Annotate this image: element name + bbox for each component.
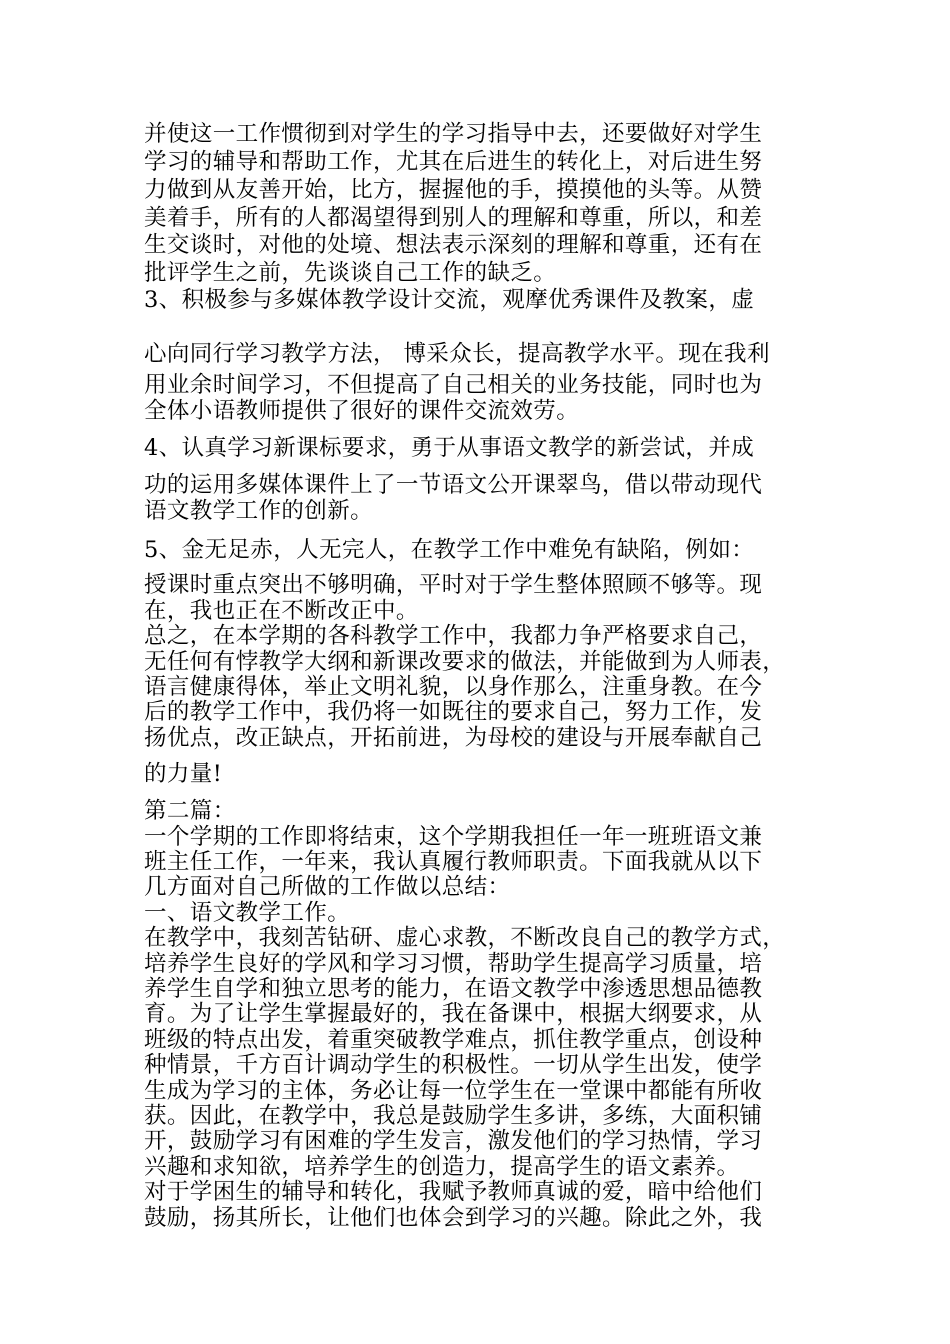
text-line: 3、积极参与多媒体教学设计交流，观摩优秀课件及教案，虚: [144, 287, 755, 313]
text-line: 生成为学习的主体，务必让每一位学生在一堂课中都能有所收: [144, 1078, 763, 1104]
text-line: 育。为了让学生掌握最好的，我在备课中，根据大纲要求，从: [144, 1001, 763, 1027]
text-line: 几方面对自己所做的工作做以总结：: [144, 874, 511, 900]
text-line: 学习的辅导和帮助工作，尤其在后进生的转化上，对后进生努: [144, 149, 763, 175]
text-line: 授课时重点突出不够明确，平时对于学生整体照顾不够等。现: [144, 572, 763, 598]
text-line: 总之，在本学期的各科教学工作中，我都力争严格要求自己，: [144, 623, 763, 649]
text-line: 在，我也正在不断改正中。: [144, 598, 419, 624]
text-line: 并使这一工作惯彻到对学生的学习指导中去，还要做好对学生: [144, 121, 763, 147]
text-line: 培养学生良好的学风和学习习惯，帮助学生提高学习质量，培: [144, 951, 763, 977]
text-line: 种情景，千方百计调动学生的积极性。一切从学生出发，使学: [144, 1052, 763, 1078]
text-line: 兴趣和求知欲，培养学生的创造力，提高学生的语文素养。: [144, 1154, 740, 1180]
text-line: 的力量!: [144, 761, 223, 787]
text-line: 心向同行学习教学方法， 博采众长，提高教学水平。现在我利: [144, 341, 770, 367]
text-line: 力做到从友善开始，比方，握握他的手，摸摸他的头等。从赞: [144, 177, 763, 203]
text-line: 班主任工作，一年来，我认真履行教师职责。下面我就从以下: [144, 849, 763, 875]
text-line: 功的运用多媒体课件上了一节语文公开课翠鸟，借以带动现代: [144, 472, 763, 498]
text-line: 班级的特点出发，着重突破教学难点，抓住教学重点，创设种: [144, 1027, 763, 1053]
text-line: 全体小语教师提供了很好的课件交流效劳。: [144, 398, 580, 424]
section-heading: 一、语文教学工作。: [144, 900, 351, 926]
text-line: 一个学期的工作即将结束，这个学期我担任一年一班班语文兼: [144, 824, 763, 850]
text-line: 语文教学工作的创新。: [144, 498, 374, 524]
text-line: 5、金无足赤，人无完人，在教学工作中难免有缺陷，例如：: [144, 537, 755, 563]
text-line: 养学生自学和独立思考的能力，在语文教学中渗透思想品德教: [144, 976, 763, 1002]
text-line: 后的教学工作中，我仍将一如既往的要求自己，努力工作，发: [144, 699, 763, 725]
text-line: 4、认真学习新课标要求，勇于从事语文教学的新尝试，并成: [144, 435, 755, 461]
text-line: 批评学生之前，先谈谈自己工作的缺乏。: [144, 260, 557, 286]
text-line: 无任何有悖教学大纲和新课改要求的做法，并能做到为人师表，: [144, 649, 786, 675]
section-heading: 第二篇：: [144, 798, 236, 824]
text-line: 用业余时间学习，不但提高了自己相关的业务技能，同时也为: [144, 372, 763, 398]
text-line: 美着手，所有的人都渴望得到别人的理解和尊重，所以，和差: [144, 205, 763, 231]
text-line: 开，鼓励学习有困难的学生发言，激发他们的学习热情，学习: [144, 1128, 763, 1154]
text-line: 鼓励，扬其所长，让他们也体会到学习的兴趣。除此之外，我: [144, 1205, 763, 1231]
text-line: 语言健康得体，举止文明礼貌，以身作那么，注重身教。在今: [144, 674, 763, 700]
text-line: 扬优点，改正缺点，开拓前进，为母校的建设与开展奉献自己: [144, 725, 763, 751]
text-line: 对于学困生的辅导和转化，我赋予教师真诚的爱，暗中给他们: [144, 1179, 763, 1205]
text-line: 获。因此，在教学中，我总是鼓励学生多讲，多练，大面积铺: [144, 1103, 763, 1129]
text-line: 生交谈时，对他的处境、想法表示深刻的理解和尊重，还有在: [144, 232, 763, 258]
text-line: 在教学中，我刻苦钻研、虚心求教，不断改良自己的教学方式，: [144, 925, 786, 951]
